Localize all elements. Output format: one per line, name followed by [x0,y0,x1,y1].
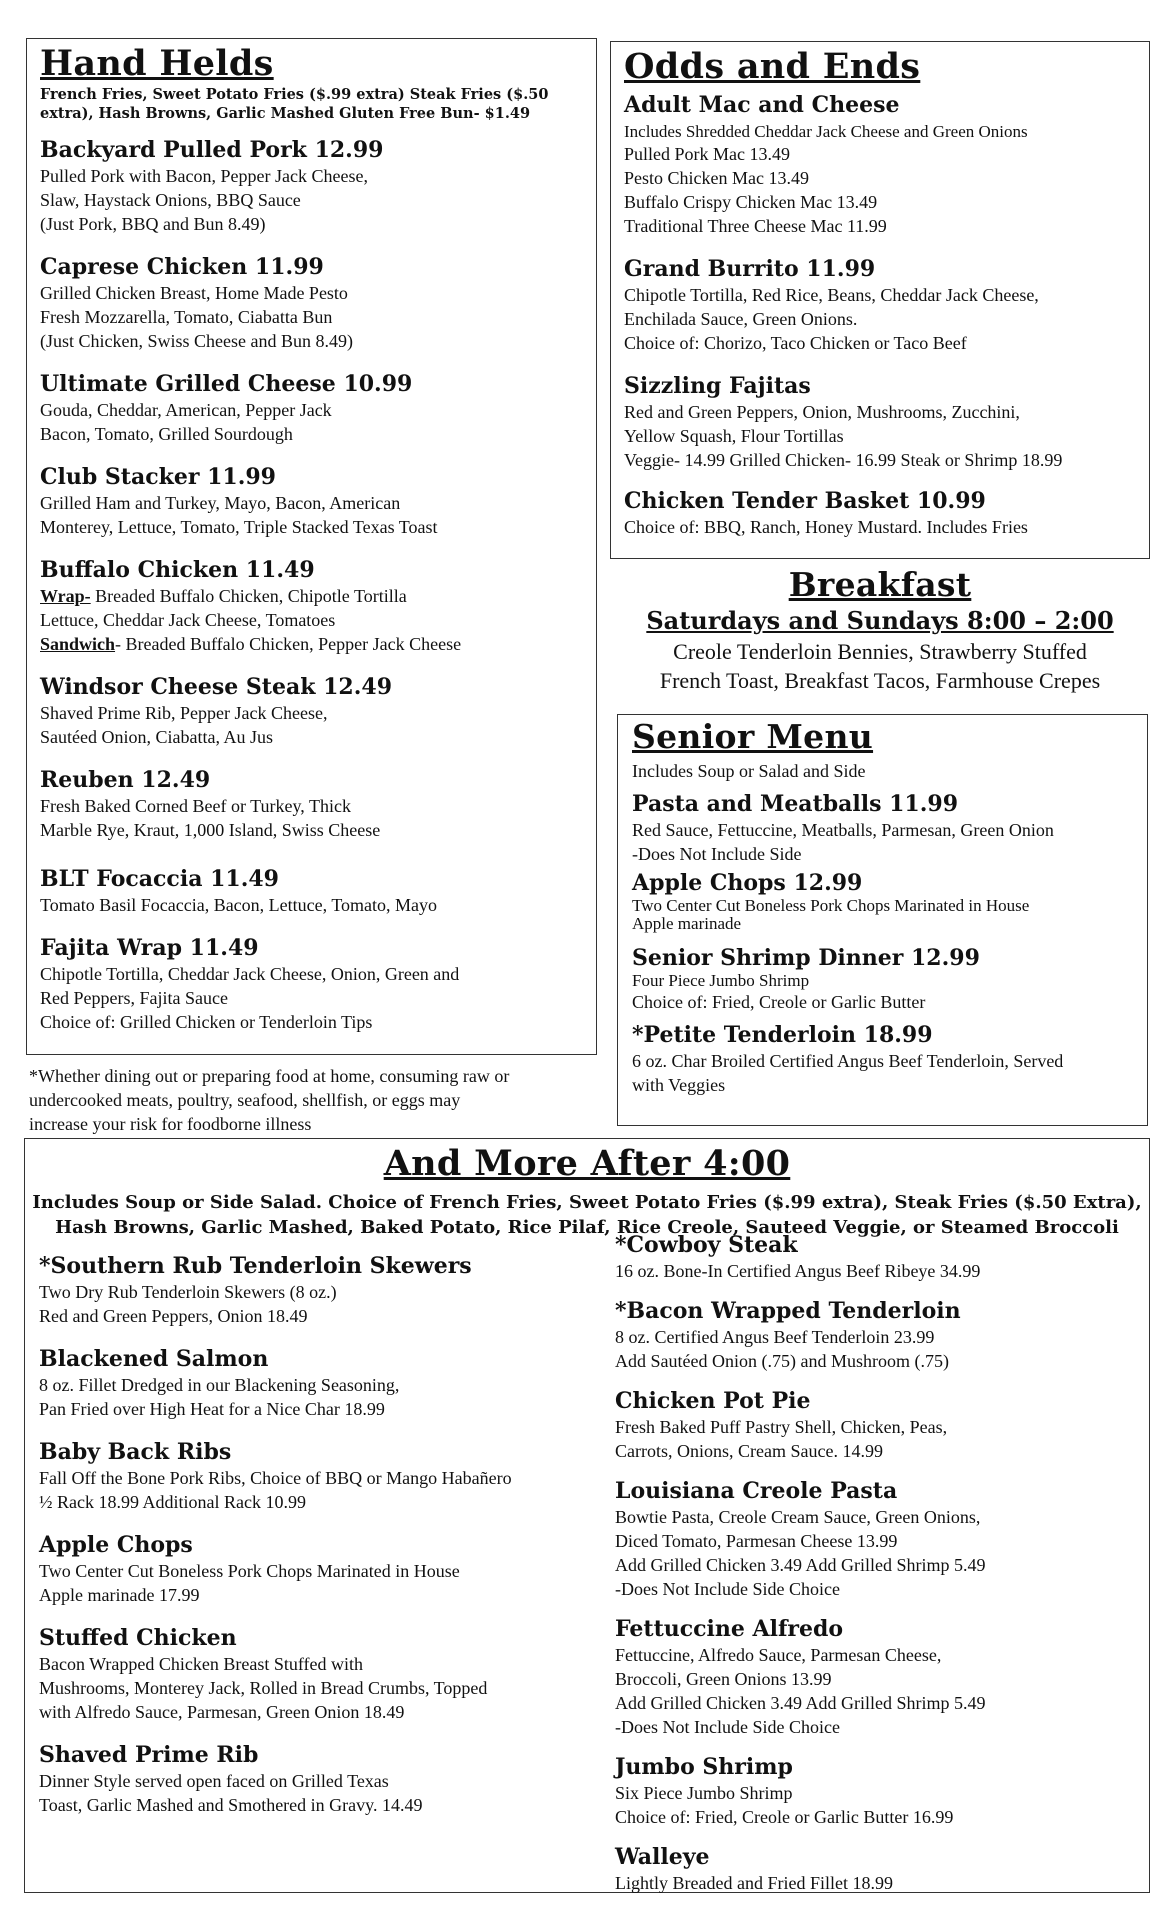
item-title: Club Stacker 11.99 [40,464,276,490]
right-column [615,1232,1145,1895]
item-title: Apple Chops 12.99 [632,870,863,896]
section-note: Includes Soup or Side Salad. Choice of French Fries, Sweet Potato Fries ($.99 extra), Steak Fries ($.50 Extra), Hash Browns, Garlic Mashed, Baked Potato, Rice Pilaf, Rice Creole, Sauteed Veggie, or Steamed Broccoli [32,1192,1142,1238]
item-title: Blackened Salmon [39,1346,269,1372]
item-title: Buffalo Chicken 11.49 [40,557,315,583]
item-description: Dinner Style served open faced on Grilled Texas Toast, Garlic Mashed and Smothered in Gravy. 14.49 [39,1771,423,1815]
menu-item [39,1625,609,1724]
menu-item [39,1346,609,1421]
menu-item [40,935,596,1034]
item-title: Fettuccine Alfredo [615,1616,844,1642]
section-note: French Fries, Sweet Potato Fries ($.99 extra) Steak Fries ($.50 extra), Hash Browns, Garlic Mashed Gluten Free Bun- $1.49 [40,86,549,122]
section-title: Odds and Ends [624,46,921,87]
item-title: Ultimate Grilled Cheese 10.99 [40,371,413,397]
menu-item [40,371,596,446]
item-title: Stuffed Chicken [39,1625,237,1651]
item-description: Pulled Pork Mac 13.49 Pesto Chicken Mac 13.49 Buffalo Crispy Chicken Mac 13.49 Traditional Three Cheese Mac 11.99 [624,144,887,236]
item-title: *Cowboy Steak [615,1232,798,1258]
item-description: Grilled Chicken Breast, Home Made Pesto Fresh Mozzarella, Tomato, Ciabatta Bun (Just Chicken, Swiss Cheese and Bun 8.49) [40,283,353,351]
item-description: Chipotle Tortilla, Cheddar Jack Cheese, Onion, Green and Red Peppers, Fajita Sauce Choice of: Grilled Chicken or Tenderloin Tips [40,964,460,1032]
menu-item [40,557,596,656]
section-title: Senior Menu [632,717,874,756]
item-description: Red and Green Peppers, Onion, Mushrooms, Zucchini, Yellow Squash, Flour Tortillas Veggie- 14.99 Grilled Chicken- 16.99 Steak or Shrimp 18.99 [624,402,1063,470]
menu-item [632,791,1147,866]
menu-item [615,1388,1145,1463]
item-description: Four Piece Jumbo Shrimp [632,971,810,990]
item-title: Fajita Wrap 11.49 [40,935,259,961]
item-description: Grilled Ham and Turkey, Mayo, Bacon, American Monterey, Lettuce, Tomato, Triple Stacked Texas Toast [40,493,438,537]
item-description: Two Center Cut Boneless Pork Chops Marinated in House Apple marinade [632,896,1030,933]
item-description: 6 oz. Char Broiled Certified Angus Beef Tenderloin, Served with Veggies [632,1051,1064,1095]
item-description: Lightly Breaded and Fried Fillet 18.99 [615,1873,893,1893]
item-description: Two Dry Rub Tenderloin Skewers (8 oz.) Red and Green Peppers, Onion 18.49 [39,1282,337,1326]
menu-item [624,488,1149,539]
item-description: Shaved Prime Rib, Pepper Jack Cheese, Sautéed Onion, Ciabatta, Au Jus [40,703,328,747]
item-description: Fettuccine, Alfredo Sauce, Parmesan Cheese, Broccoli, Green Onions 13.99 Add Grilled Chicken 3.49 Add Grilled Shrimp 5.49 -Does Not Include Side Choice [615,1645,986,1737]
item-title: Sizzling Fajitas [624,373,811,399]
item-description: Pulled Pork with Bacon, Pepper Jack Cheese, Slaw, Haystack Onions, BBQ Sauce (Just Pork, BBQ and Bun 8.49) [40,166,368,234]
menu-item [632,1022,1147,1097]
item-title: Senior Shrimp Dinner 12.99 [632,945,980,971]
item-title: *Bacon Wrapped Tenderloin [615,1298,961,1324]
item-title: Baby Back Ribs [39,1439,232,1465]
section-intro: Includes Soup or Salad and Side [632,761,866,781]
item-title: Chicken Pot Pie [615,1388,811,1414]
menu-item [40,137,596,236]
menu-item [615,1298,1145,1373]
sandwich-label: Sandwich [40,634,116,654]
menu-item [615,1232,1145,1283]
senior-menu-section [617,714,1148,1126]
odds-and-ends-section [610,41,1150,559]
breakfast-section [610,565,1150,695]
item-description: 8 oz. Fillet Dredged in our Blackening Seasoning, Pan Fried over High Heat for a Nice Char 18.99 [39,1375,400,1419]
item-title: Grand Burrito 11.99 [624,256,876,282]
menu-item [39,1742,609,1817]
menu-item [39,1439,609,1514]
menu-item [615,1616,1145,1739]
item-description: Fresh Baked Corned Beef or Turkey, Thick Marble Rye, Kraut, 1,000 Island, Swiss Cheese [40,796,381,840]
item-title: Windsor Cheese Steak 12.49 [40,674,392,700]
item-description: Tomato Basil Focaccia, Bacon, Lettuce, Tomato, Mayo [40,895,438,915]
menu-item [40,464,596,539]
item-title: Adult Mac and Cheese [624,92,900,118]
menu-item [40,254,596,353]
after-four-section [24,1138,1150,1893]
menu-item [632,945,1147,1014]
item-note: Includes Shredded Cheddar Jack Cheese and Green Onions [624,122,1028,141]
item-description: Bacon Wrapped Chicken Breast Stuffed with Mushrooms, Monterey Jack, Rolled in Bread Crumbs, Topped with Alfredo Sauce, Parmesan, Green Onion 18.49 [39,1654,488,1722]
menu-item [39,1532,609,1607]
menu-item [624,92,1149,238]
breakfast-hours: Saturdays and Sundays 8:00 – 2:00 [646,606,1114,635]
item-description: Fresh Baked Puff Pastry Shell, Chicken, Peas, Carrots, Onions, Cream Sauce. 14.99 [615,1417,948,1461]
item-title: Backyard Pulled Pork 12.99 [40,137,384,163]
item-title: *Petite Tenderloin 18.99 [632,1022,933,1048]
item-description: Chipotle Tortilla, Red Rice, Beans, Cheddar Jack Cheese, Enchilada Sauce, Green Onions. Choice of: Chorizo, Taco Chicken or Taco Beef [624,285,1039,353]
item-title: Pasta and Meatballs 11.99 [632,791,959,817]
menu-item [40,674,596,749]
menu-item [615,1754,1145,1829]
menu-item [615,1478,1145,1601]
food-safety-disclaimer: *Whether dining out or preparing food at home, consuming raw or undercooked meats, poultry, seafood, shellfish, or eggs may increase your risk for foodborne illness [29,1066,510,1134]
item-description: 16 oz. Bone-In Certified Angus Beef Ribeye 34.99 [615,1261,981,1281]
item-description: Wrap- Breaded Buffalo Chicken, Chipotle Tortilla Lettuce, Cheddar Jack Cheese, Tomatoes Sandwich- Breaded Buffalo Chicken, Pepper Jack Cheese [40,586,462,654]
item-title: Walleye [615,1844,710,1870]
item-title: BLT Focaccia 11.49 [40,866,279,892]
item-description: Choice of: Fried, Creole or Garlic Butter [632,992,926,1012]
menu-item [615,1844,1145,1895]
item-title: Apple Chops [39,1532,193,1558]
item-title: Shaved Prime Rib [39,1742,259,1768]
item-description: Fall Off the Bone Pork Ribs, Choice of BBQ or Mango Habañero ½ Rack 18.99 Additional Rack 10.99 [39,1468,512,1512]
item-title: *Southern Rub Tenderloin Skewers [39,1253,472,1279]
menu-item [624,373,1149,472]
section-title: Breakfast [788,565,972,604]
item-description: Two Center Cut Boneless Pork Chops Marinated in House Apple marinade 17.99 [39,1561,460,1605]
item-description: Choice of: BBQ, Ranch, Honey Mustard. Includes Fries [624,517,1028,537]
item-title: Reuben 12.49 [40,767,211,793]
item-title: Caprese Chicken 11.99 [40,254,324,280]
left-column [39,1253,609,1817]
menu-item [624,256,1149,355]
section-title: Hand Helds [40,43,274,84]
menu-item [40,767,596,842]
hand-helds-section [26,38,597,1055]
item-description: Six Piece Jumbo Shrimp Choice of: Fried, Creole or Garlic Butter 16.99 [615,1783,954,1827]
item-description: 8 oz. Certified Angus Beef Tenderloin 23.99 Add Sautéed Onion (.75) and Mushroom (.75) [615,1327,949,1371]
menu-item [40,866,596,917]
menu-item [39,1253,609,1328]
breakfast-description: Creole Tenderloin Bennies, Strawberry Stuffed French Toast, Breakfast Tacos, Farmhouse Crepes [659,639,1101,693]
item-title: Jumbo Shrimp [615,1754,793,1780]
menu-item [632,870,1147,933]
section-title: And More After 4:00 [383,1143,791,1184]
item-description: Gouda, Cheddar, American, Pepper Jack Bacon, Tomato, Grilled Sourdough [40,400,332,444]
item-description: Red Sauce, Fettuccine, Meatballs, Parmesan, Green Onion -Does Not Include Side [632,820,1054,864]
item-title: Louisiana Creole Pasta [615,1478,898,1504]
item-description: Bowtie Pasta, Creole Cream Sauce, Green Onions, Diced Tomato, Parmesan Cheese 13.99 Add Grilled Chicken 3.49 Add Grilled Shrimp 5.49 -Does Not Include Side Choice [615,1507,986,1599]
wrap-label: Wrap- [40,586,91,606]
item-title: Chicken Tender Basket 10.99 [624,488,986,514]
